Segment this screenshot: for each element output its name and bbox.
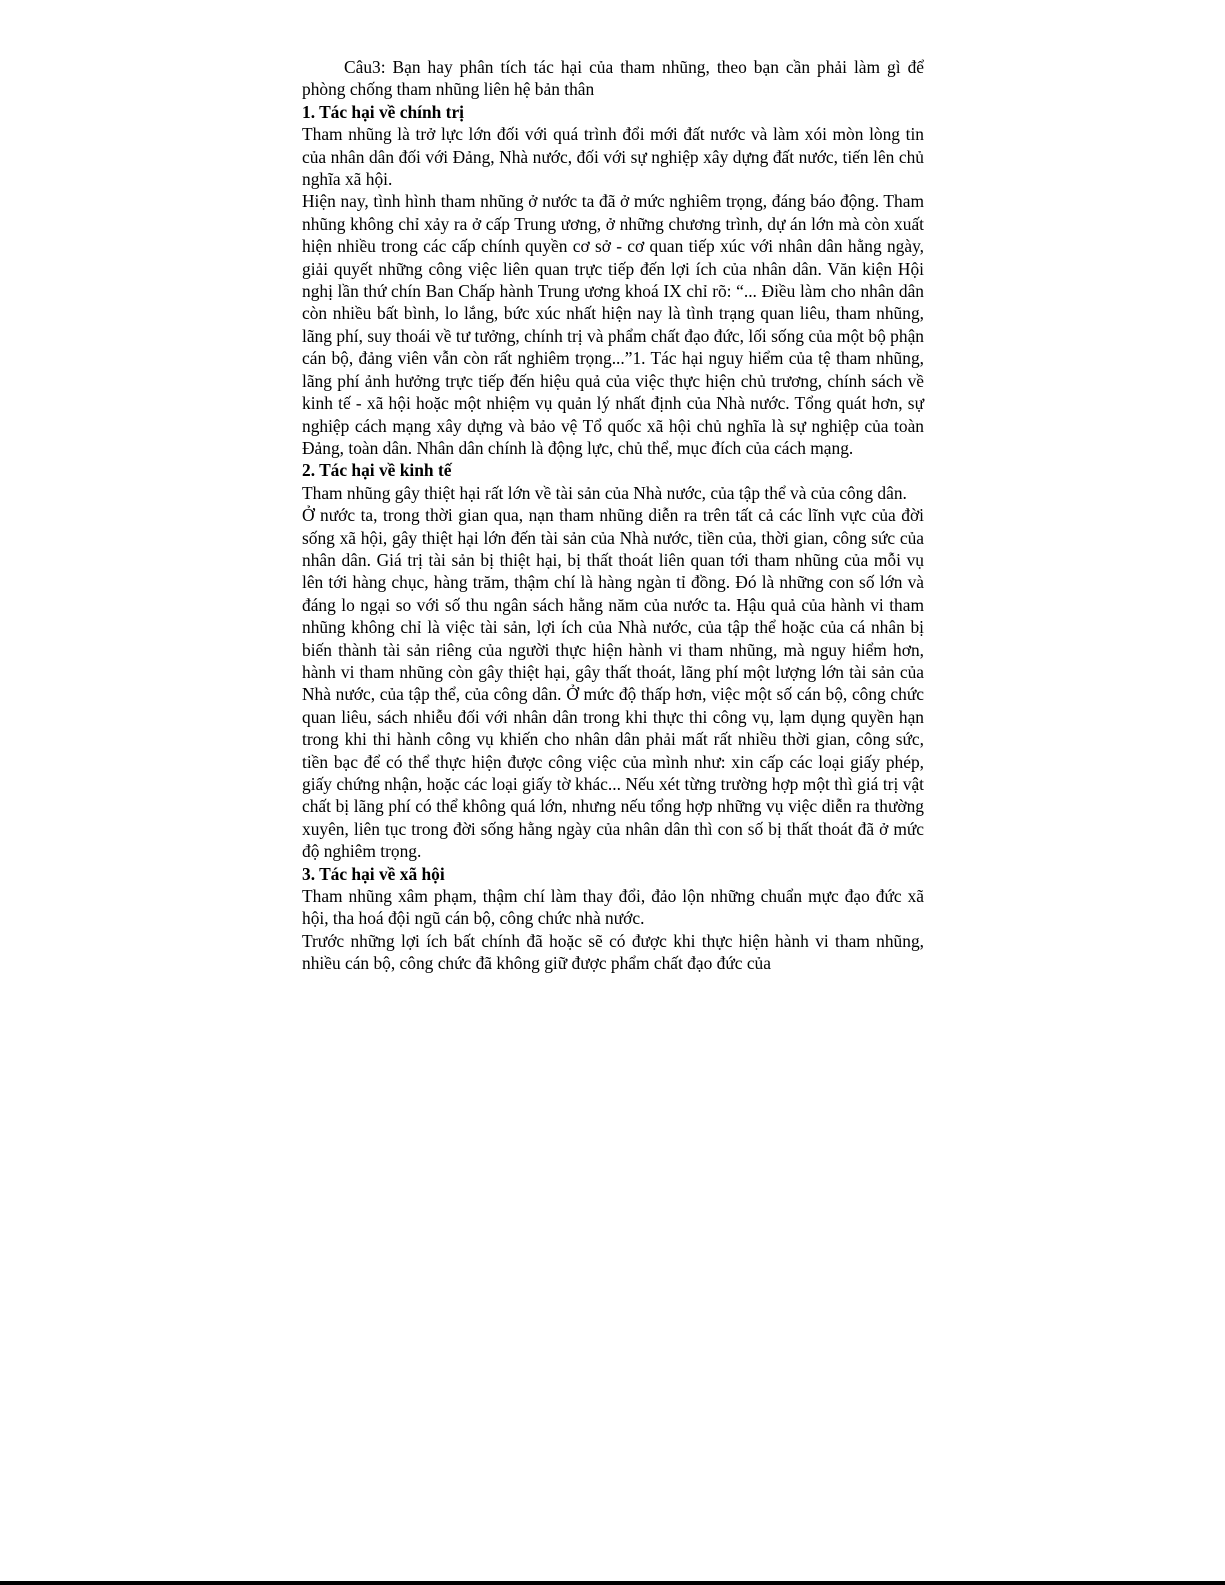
page-bottom-border [0, 1581, 1225, 1585]
paragraph: Tham nhũng là trở lực lớn đối với quá trình đổi mới đất nước và làm xói mòn lòng tin của nhân dân đối với Đảng, Nhà nước, đối với sự nghiệp xây dựng đất nước, tiến lên chủ nghĩa xã hội. [302, 124, 924, 190]
document-body [302, 56, 924, 975]
paragraph: Tham nhũng gây thiệt hại rất lớn về tài sản của Nhà nước, của tập thể và của công dân. [302, 482, 907, 503]
question-text: Câu3: Bạn hay phân tích tác hại của tham nhũng, theo bạn cần phải làm gì để phòng chống tham nhũng liên hệ bản thân [302, 57, 924, 100]
paragraph: Hiện nay, tình hình tham nhũng ở nước ta đã ở mức nghiêm trọng, đáng báo động. Tham nhũng không chỉ xảy ra ở cấp Trung ương, ở những chương trình, dự án lớn mà còn xuất hiện nhiều trong các cấp chính quyền cơ sở - cơ quan tiếp xúc với nhân dân hằng ngày, giải quyết những công việc liên quan trực tiếp đến lợi ích của nhân dân. Văn kiện Hội nghị lần thứ chín Ban Chấp hành Trung ương khoá IX chỉ rõ: “... Điều làm cho nhân dân còn nhiều bất bình, lo lắng, bức xúc nhất hiện nay là tình trạng quan liêu, tham nhũng, lãng phí, suy thoái về tư tưởng, chính trị và phẩm chất đạo đức, lối sống của một bộ phận cán bộ, đảng viên vẫn còn rất nghiêm trọng...”1. Tác hại nguy hiểm của tệ tham nhũng, lãng phí ảnh hưởng trực tiếp đến hiệu quả của việc thực hiện chủ trương, chính sách về kinh tế - xã hội hoặc một nhiệm vụ quản lý nhất định của Nhà nước. Tổng quát hơn, sự nghiệp cách mạng xây dựng và bảo vệ Tổ quốc xã hội chủ nghĩa là sự nghiệp của toàn Đảng, toàn dân. Nhân dân chính là động lực, chủ thể, mục đích của cách mạng. [302, 191, 924, 458]
section-heading-politics: 1. Tác hại về chính trị [302, 101, 465, 122]
section-heading-economy: 2. Tác hại về kinh tế [302, 460, 452, 481]
paragraph: Tham nhũng xâm phạm, thậm chí làm thay đổi, đảo lộn những chuẩn mực đạo đức xã hội, tha hoá đội ngũ cán bộ, công chức nhà nước. [302, 886, 924, 929]
paragraph: Ở nước ta, trong thời gian qua, nạn tham nhũng diễn ra trên tất cả các lĩnh vực của đời sống xã hội, gây thiệt hại lớn đến tài sản của Nhà nước, tiền của, thời gian, công sức của nhân dân. Giá trị tài sản bị thiệt hại, bị thất thoát liên quan tới tham nhũng của mỗi vụ lên tới hàng chục, hàng trăm, thậm chí là hàng ngàn tỉ đồng. Đó là những con số lớn và đáng lo ngại so với số thu ngân sách hằng năm của nước ta. Hậu quả của hành vi tham nhũng không chỉ là việc tài sản, lợi ích của Nhà nước, của tập thể hoặc của cá nhân bị biến thành tài sản riêng của người thực hiện hành vi tham nhũng, mà nguy hiểm hơn, hành vi tham nhũng còn gây thiệt hại, gây thất thoát, lãng phí một lượng lớn tài sản của Nhà nước, của tập thể, của công dân. Ở mức độ thấp hơn, việc một số cán bộ, công chức quan liêu, sách nhiễu đối với nhân dân trong khi thực thi công vụ, lạm dụng quyền hạn trong khi thi hành công vụ khiến cho nhân dân phải mất rất nhiều thời gian, công sức, tiền bạc để có thể thực hiện được công việc của mình như: xin cấp các loại giấy phép, giấy chứng nhận, hoặc các loại giấy tờ khác... Nếu xét từng trường hợp một thì giá trị vật chất bị lãng phí có thể không quá lớn, nhưng nếu tổng hợp những vụ việc diễn ra thường xuyên, liên tục trong đời sống hằng ngày của nhân dân thì con số bị thất thoát đã ở mức độ nghiêm trọng. [302, 505, 924, 862]
section-heading-society: 3. Tác hại về xã hội [302, 863, 445, 884]
paragraph: Trước những lợi ích bất chính đã hoặc sẽ có được khi thực hiện hành vi tham nhũng, nhiều cán bộ, công chức đã không giữ được phẩm chất đạo đức của [302, 930, 924, 974]
